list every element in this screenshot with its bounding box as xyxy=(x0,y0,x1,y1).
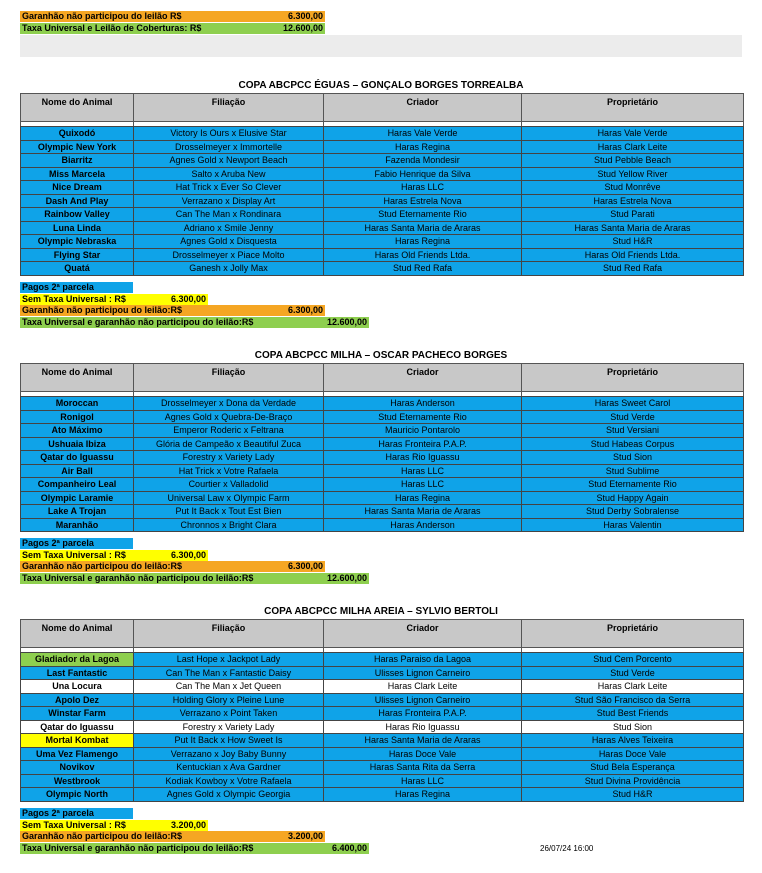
cell-criador: Haras Estrela Nova xyxy=(324,194,522,208)
top-summary-row-2 xyxy=(20,23,325,34)
cell-filiacao: Forestry x Variety Lady xyxy=(134,451,324,465)
cell-nome: Olympic North xyxy=(21,788,134,802)
summary-value: 3.200,00 xyxy=(287,831,323,841)
table-row xyxy=(21,154,744,168)
table-row xyxy=(21,424,744,438)
col-header-proprietario: Proprietário xyxy=(522,620,744,648)
cell-proprietario: Stud Cem Porcento xyxy=(522,653,744,667)
table-row xyxy=(21,248,744,262)
cell-criador: Haras Regina xyxy=(324,491,522,505)
cell-criador: Ulisses Lignon Carneiro xyxy=(324,693,522,707)
col-header-criador: Criador xyxy=(324,364,522,392)
cell-nome: Miss Marcela xyxy=(21,167,134,181)
cell-nome: Ato Máximo xyxy=(21,424,134,438)
cell-nome: Apolo Dez xyxy=(21,693,134,707)
cell-criador: Haras Doce Vale xyxy=(324,747,522,761)
cell-proprietario: Haras Santa Maria de Araras xyxy=(522,221,744,235)
table-row xyxy=(21,505,744,519)
table-row xyxy=(21,747,744,761)
cell-proprietario: Stud Bela Esperança xyxy=(522,761,744,775)
table-row xyxy=(21,437,744,451)
cell-criador: Haras LLC xyxy=(324,464,522,478)
table-row xyxy=(21,262,744,276)
cell-criador: Haras LLC xyxy=(324,181,522,195)
cell-nome: Nice Dream xyxy=(21,181,134,195)
cell-criador: Haras Santa Maria de Araras xyxy=(324,221,522,235)
cell-proprietario: Stud Monrêve xyxy=(522,181,744,195)
summary-taxa-universal xyxy=(20,573,369,584)
cell-nome: Qatar do Iguassu xyxy=(21,451,134,465)
cell-filiacao: Forestry x Variety Lady xyxy=(134,720,324,734)
table-row xyxy=(21,518,744,532)
cell-criador: Haras Clark Leite xyxy=(324,680,522,694)
cell-nome: Westbrook xyxy=(21,774,134,788)
table-row xyxy=(21,734,744,748)
summary-label: Garanhão não participou do leilão:R$ xyxy=(22,561,183,571)
col-header-filiacao: Filiação xyxy=(134,620,324,648)
cell-nome: Maranhão xyxy=(21,518,134,532)
table-row xyxy=(21,680,744,694)
cell-filiacao: Agnes Gold x Olympic Georgia xyxy=(134,788,324,802)
cell-criador: Haras Santa Rita da Serra xyxy=(324,761,522,775)
summary-taxa-universal xyxy=(20,843,369,854)
summary-value: 6.300,00 xyxy=(287,305,323,315)
cell-nome: Quixodó xyxy=(21,127,134,141)
cell-nome: Flying Star xyxy=(21,248,134,262)
cell-filiacao: Agnes Gold x Disquesta xyxy=(134,235,324,249)
summary-label: Garanhão não participou do leilão:R$ xyxy=(22,305,183,315)
cell-proprietario: Haras Vale Verde xyxy=(522,127,744,141)
cell-nome: Companheiro Leal xyxy=(21,478,134,492)
cell-nome: Dash And Play xyxy=(21,194,134,208)
cell-criador: Haras Santa Maria de Araras xyxy=(324,734,522,748)
table-row xyxy=(21,720,744,734)
cell-criador: Haras Fronteira P.A.P. xyxy=(324,707,522,721)
cell-criador: Haras Anderson xyxy=(324,397,522,411)
cell-criador: Haras Regina xyxy=(324,235,522,249)
table-row xyxy=(21,221,744,235)
cell-proprietario: Stud Habeas Corpus xyxy=(522,437,744,451)
summary-label: Taxa Universal e garanhão não participou do leilão:R$ xyxy=(22,572,254,583)
cell-filiacao: Kodiak Kowboy x Votre Rafaela xyxy=(134,774,324,788)
summary-pagos xyxy=(20,282,133,293)
col-header-criador: Criador xyxy=(324,94,522,122)
cell-filiacao: Universal Law x Olympic Farm xyxy=(134,491,324,505)
cell-criador: Stud Red Rafa xyxy=(324,262,522,276)
cell-nome: Olympic Laramie xyxy=(21,491,134,505)
table-row xyxy=(21,181,744,195)
cell-nome: Gladiador da Lagoa xyxy=(21,653,134,667)
cell-criador: Haras Regina xyxy=(324,140,522,154)
cell-criador: Stud Eternamente Rio xyxy=(324,208,522,222)
cell-filiacao: Drosselmeyer x Immortelle xyxy=(134,140,324,154)
cell-proprietario: Stud Derby Sobralense xyxy=(522,505,744,519)
cell-filiacao: Victory Is Ours x Elusive Star xyxy=(134,127,324,141)
table-row xyxy=(21,451,744,465)
cell-nome: Uma Vez Flamengo xyxy=(21,747,134,761)
cell-criador: Haras Anderson xyxy=(324,518,522,532)
cell-proprietario: Stud Pebble Beach xyxy=(522,154,744,168)
cell-filiacao: Kentuckian x Ava Gardner xyxy=(134,761,324,775)
cell-filiacao: Verrazano x Joy Baby Bunny xyxy=(134,747,324,761)
cell-criador: Haras LLC xyxy=(324,774,522,788)
cell-proprietario: Stud Yellow River xyxy=(522,167,744,181)
cell-filiacao: Hat Trick x Ever So Clever xyxy=(134,181,324,195)
cell-nome: Mortal Kombat xyxy=(21,734,134,748)
summary-value: 6.300,00 xyxy=(287,11,323,21)
col-header-proprietario: Proprietário xyxy=(522,94,744,122)
table-row xyxy=(21,788,744,802)
cell-criador: Ulisses Lignon Carneiro xyxy=(324,666,522,680)
cell-filiacao: Ganesh x Jolly Max xyxy=(134,262,324,276)
col-header-nome: Nome do Animal xyxy=(21,620,134,648)
summary-value: 6.300,00 xyxy=(287,561,323,571)
cell-proprietario: Stud Versiani xyxy=(522,424,744,438)
table-row xyxy=(21,208,744,222)
cell-filiacao: Salto x Aruba New xyxy=(134,167,324,181)
cell-proprietario: Stud Happy Again xyxy=(522,491,744,505)
cell-filiacao: Verrazano x Display Art xyxy=(134,194,324,208)
table-row xyxy=(21,653,744,667)
summary-value: 12.600,00 xyxy=(326,316,367,327)
table-row xyxy=(21,235,744,249)
cell-criador: Haras Rio Iguassu xyxy=(324,451,522,465)
cell-nome: Una Locura xyxy=(21,680,134,694)
table-row xyxy=(21,478,744,492)
cell-proprietario: Stud Best Friends xyxy=(522,707,744,721)
cell-nome: Novikov xyxy=(21,761,134,775)
cell-proprietario: Haras Valentin xyxy=(522,518,744,532)
cell-proprietario: Stud Eternamente Rio xyxy=(522,478,744,492)
cell-filiacao: Hat Trick x Votre Rafaela xyxy=(134,464,324,478)
cell-proprietario: Stud Sion xyxy=(522,451,744,465)
cell-criador: Haras Regina xyxy=(324,788,522,802)
cell-criador: Haras LLC xyxy=(324,478,522,492)
timestamp: 26/07/24 16:00 xyxy=(540,844,594,853)
cell-proprietario: Haras Alves Teixeira xyxy=(522,734,744,748)
table-row xyxy=(21,167,744,181)
cell-criador: Haras Paraiso da Lagoa xyxy=(324,653,522,667)
summary-label: Garanhão não participou do leilão:R$ xyxy=(22,831,183,841)
cell-filiacao: Can The Man x Fantastic Daisy xyxy=(134,666,324,680)
cell-filiacao: Drosselmeyer x Piace Molto xyxy=(134,248,324,262)
summary-value: 12.600,00 xyxy=(326,572,367,583)
cell-filiacao: Drosselmeyer x Dona da Verdade xyxy=(134,397,324,411)
summary-label: Taxa Universal e garanhão não participou do leilão:R$ xyxy=(22,316,254,327)
cell-nome: Biarritz xyxy=(21,154,134,168)
summary-label: Pagos 2ª parcela xyxy=(22,808,94,818)
table-row xyxy=(21,140,744,154)
table-eguas xyxy=(20,93,744,276)
summary-pagos xyxy=(20,808,133,819)
cell-proprietario: Stud Parati xyxy=(522,208,744,222)
cell-nome: Last Fantastic xyxy=(21,666,134,680)
summary-sem-taxa xyxy=(20,550,208,561)
table-row xyxy=(21,761,744,775)
table-row xyxy=(21,397,744,411)
summary-label: Taxa Universal e garanhão não participou do leilão:R$ xyxy=(22,842,254,853)
cell-proprietario: Stud Sion xyxy=(522,720,744,734)
cell-proprietario: Stud Verde xyxy=(522,410,744,424)
cell-filiacao: Holding Glory x Pleine Lune xyxy=(134,693,324,707)
summary-label: Sem Taxa Universal : R$ xyxy=(22,293,126,304)
cell-proprietario: Haras Clark Leite xyxy=(522,140,744,154)
table-row xyxy=(21,464,744,478)
table-row xyxy=(21,707,744,721)
cell-proprietario: Stud Red Rafa xyxy=(522,262,744,276)
cell-proprietario: Stud Sublime xyxy=(522,464,744,478)
cell-criador: Fazenda Mondesir xyxy=(324,154,522,168)
section-title-eguas: COPA ABCPCC ÉGUAS – GONÇALO BORGES TORREALBA xyxy=(238,80,524,91)
table-row xyxy=(21,774,744,788)
summary-label: Pagos 2ª parcela xyxy=(22,538,94,548)
cell-proprietario: Haras Estrela Nova xyxy=(522,194,744,208)
summary-value: 3.200,00 xyxy=(170,819,206,830)
summary-label: Garanhão não participou do leilão R$ xyxy=(22,11,182,21)
summary-taxa-universal xyxy=(20,317,369,328)
summary-value: 12.600,00 xyxy=(282,23,323,33)
summary-sem-taxa xyxy=(20,294,208,305)
cell-nome: Olympic Nebraska xyxy=(21,235,134,249)
table-row xyxy=(21,491,744,505)
cell-proprietario: Stud São Francisco da Serra xyxy=(522,693,744,707)
cell-proprietario: Stud H&R xyxy=(522,788,744,802)
cell-proprietario: Haras Clark Leite xyxy=(522,680,744,694)
table-row xyxy=(21,693,744,707)
table-row xyxy=(21,666,744,680)
cell-nome: Ronigol xyxy=(21,410,134,424)
summary-label: Sem Taxa Universal : R$ xyxy=(22,819,126,830)
summary-pagos xyxy=(20,538,133,549)
cell-criador: Haras Vale Verde xyxy=(324,127,522,141)
cell-filiacao: Verrazano x Point Taken xyxy=(134,707,324,721)
cell-nome: Winstar Farm xyxy=(21,707,134,721)
cell-nome: Qatar do Iguassu xyxy=(21,720,134,734)
cell-criador: Fabio Henrique da Silva xyxy=(324,167,522,181)
col-header-proprietario: Proprietário xyxy=(522,364,744,392)
cell-nome: Lake A Trojan xyxy=(21,505,134,519)
cell-filiacao: Chronnos x Bright Clara xyxy=(134,518,324,532)
cell-criador: Haras Rio Iguassu xyxy=(324,720,522,734)
summary-garanhao xyxy=(20,305,325,316)
col-header-criador: Criador xyxy=(324,620,522,648)
summary-label: Sem Taxa Universal : R$ xyxy=(22,549,126,560)
cell-filiacao: Courtier x Valladolid xyxy=(134,478,324,492)
cell-nome: Air Ball xyxy=(21,464,134,478)
cell-filiacao: Adriano x Smile Jenny xyxy=(134,221,324,235)
summary-garanhao xyxy=(20,561,325,572)
cell-proprietario: Haras Doce Vale xyxy=(522,747,744,761)
cell-filiacao: Put It Back x How Sweet Is xyxy=(134,734,324,748)
col-header-filiacao: Filiação xyxy=(134,94,324,122)
cell-nome: Olympic New York xyxy=(21,140,134,154)
col-header-nome: Nome do Animal xyxy=(21,364,134,392)
table-milha xyxy=(20,363,744,532)
cell-filiacao: Emperor Roderic x Feltrana xyxy=(134,424,324,438)
col-header-filiacao: Filiação xyxy=(134,364,324,392)
cell-criador: Haras Old Friends Ltda. xyxy=(324,248,522,262)
cell-proprietario: Haras Old Friends Ltda. xyxy=(522,248,744,262)
cell-filiacao: Agnes Gold x Quebra-De-Braço xyxy=(134,410,324,424)
section-title-milha: COPA ABCPCC MILHA – OSCAR PACHECO BORGES xyxy=(254,350,508,361)
cell-filiacao: Put It Back x Tout Est Bien xyxy=(134,505,324,519)
cell-proprietario: Stud H&R xyxy=(522,235,744,249)
cell-nome: Ushuaia Ibiza xyxy=(21,437,134,451)
table-row xyxy=(21,127,744,141)
top-summary-row-1 xyxy=(20,11,325,22)
summary-value: 6.300,00 xyxy=(170,293,206,304)
cell-nome: Quatá xyxy=(21,262,134,276)
summary-garanhao xyxy=(20,831,325,842)
cell-filiacao: Glória de Campeão x Beautiful Zuca xyxy=(134,437,324,451)
cell-proprietario: Stud Verde xyxy=(522,666,744,680)
summary-value: 6.300,00 xyxy=(170,549,206,560)
cell-filiacao: Can The Man x Jet Queen xyxy=(134,680,324,694)
summary-value: 6.400,00 xyxy=(331,842,367,853)
summary-sem-taxa xyxy=(20,820,208,831)
table-row xyxy=(21,194,744,208)
section-title-milha-areia: COPA ABCPCC MILHA AREIA – SYLVIO BERTOLI xyxy=(264,606,498,617)
cell-filiacao: Last Hope x Jackpot Lady xyxy=(134,653,324,667)
cell-proprietario: Stud Divina Providência xyxy=(522,774,744,788)
cell-criador: Mauricio Pontarolo xyxy=(324,424,522,438)
cell-criador: Haras Santa Maria de Araras xyxy=(324,505,522,519)
cell-filiacao: Can The Man x Rondinara xyxy=(134,208,324,222)
table-row xyxy=(21,410,744,424)
col-header-nome: Nome do Animal xyxy=(21,94,134,122)
cell-filiacao: Agnes Gold x Newport Beach xyxy=(134,154,324,168)
table-milha-areia xyxy=(20,619,744,802)
cell-proprietario: Haras Sweet Carol xyxy=(522,397,744,411)
cell-nome: Moroccan xyxy=(21,397,134,411)
cell-nome: Luna Linda xyxy=(21,221,134,235)
cell-criador: Stud Eternamente Rio xyxy=(324,410,522,424)
cell-nome: Rainbow Valley xyxy=(21,208,134,222)
summary-label: Pagos 2ª parcela xyxy=(22,282,94,292)
summary-label: Taxa Universal e Leilão de Coberturas: R$ xyxy=(22,23,202,33)
blank-band xyxy=(20,35,742,57)
cell-criador: Haras Fronteira P.A.P. xyxy=(324,437,522,451)
